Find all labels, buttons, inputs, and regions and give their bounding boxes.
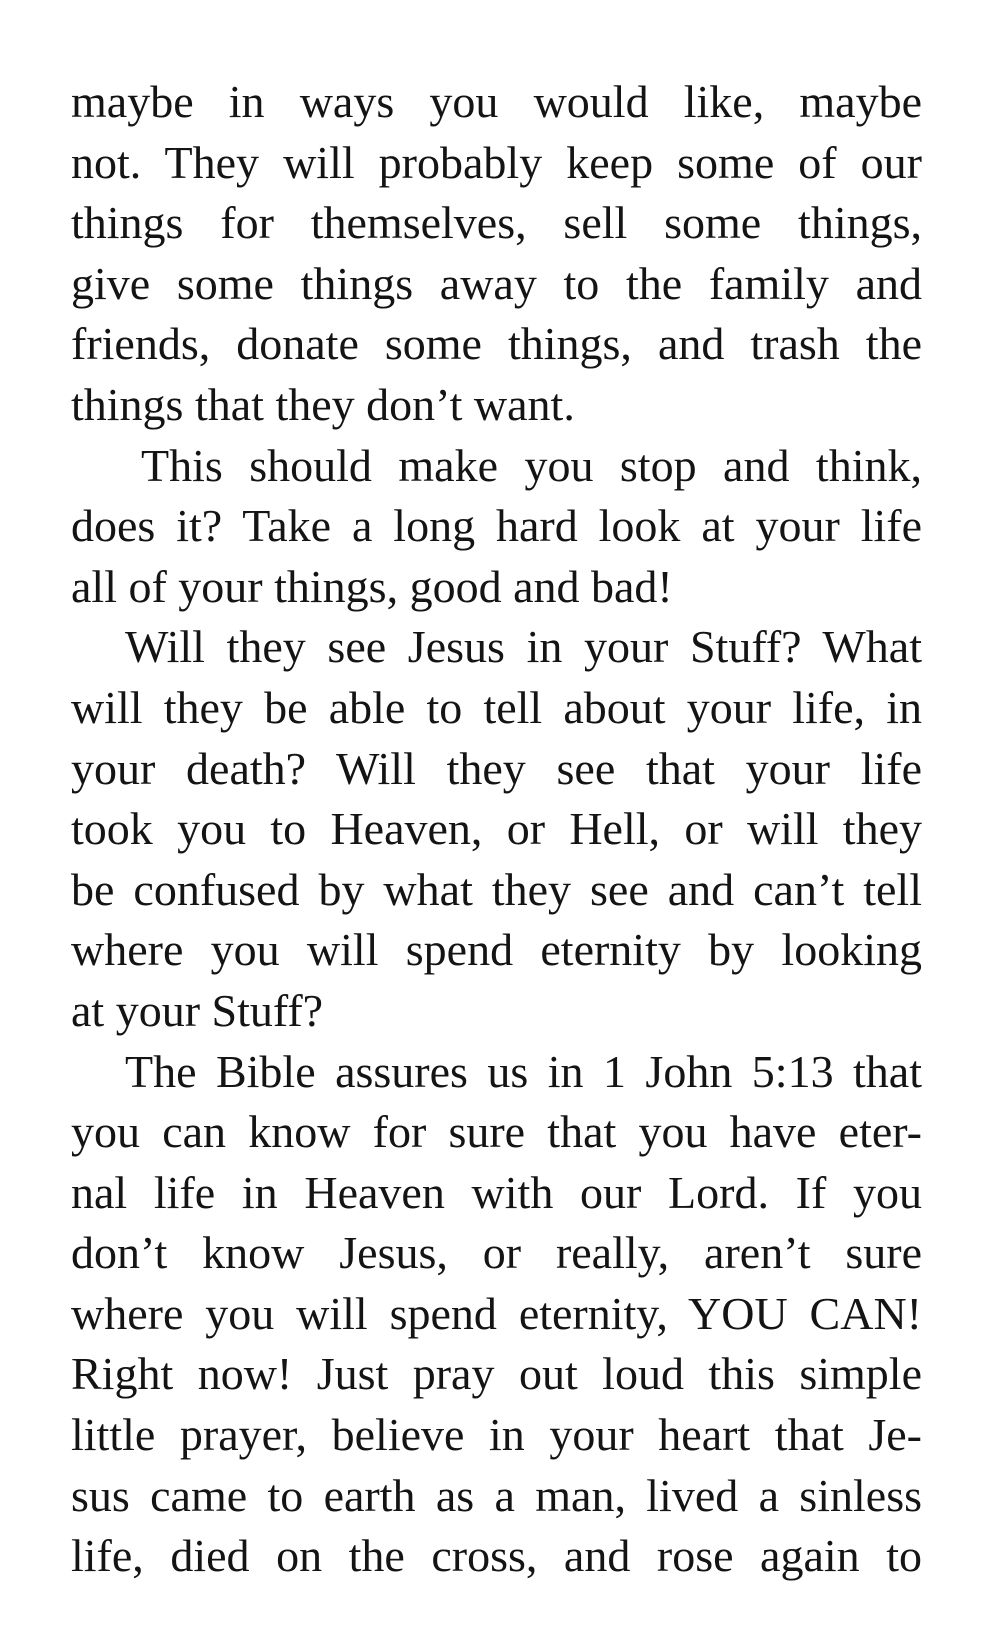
text-line: all of your things, good and bad! bbox=[71, 560, 673, 612]
text-line: at your Stuff? bbox=[71, 984, 324, 1036]
text-line: things for themselves, sell some things, bbox=[71, 197, 922, 249]
text-line: Right now! Just pray out loud this simple bbox=[71, 1348, 922, 1400]
paragraph-first-line: The Bible assures us in 1 John 5:13 that bbox=[125, 1045, 922, 1097]
text-line: don’t know Jesus, or really, aren’t sure bbox=[71, 1227, 922, 1279]
text-line: life, died on the cross, and rose again to bbox=[71, 1530, 922, 1582]
text-line: does it? Take a long hard look at your life bbox=[71, 500, 922, 552]
text-line: things that they don’t want. bbox=[71, 378, 575, 430]
text-line: not. They will probably keep some of our bbox=[71, 136, 922, 188]
text-line: your death? Will they see that your life bbox=[71, 742, 922, 794]
text-line: you can know for sure that you have eter- bbox=[71, 1106, 922, 1158]
text-line: where you will spend eternity, YOU CAN! bbox=[71, 1287, 922, 1339]
body-text bbox=[71, 72, 922, 1587]
text-line: nal life in Heaven with our Lord. If you bbox=[71, 1166, 922, 1218]
paragraph-first-line: This should make you stop and think, bbox=[141, 439, 922, 491]
text-line: where you will spend eternity by looking bbox=[71, 924, 922, 976]
text-line: maybe in ways you would like, maybe bbox=[71, 76, 922, 127]
text-line: sus came to earth as a man, lived a sinless bbox=[71, 1469, 922, 1521]
text-line: be confused by what they see and can’t tell bbox=[71, 863, 922, 915]
text-line: little prayer, believe in your heart that Je- bbox=[71, 1409, 922, 1461]
text-line: friends, donate some things, and trash the bbox=[71, 318, 922, 370]
paragraph-first-line: Will they see Jesus in your Stuff? What bbox=[125, 621, 922, 673]
text-line: give some things away to the family and bbox=[71, 257, 922, 309]
text-line: took you to Heaven, or Hell, or will they bbox=[71, 803, 922, 855]
text-line: will they be able to tell about your life, in bbox=[71, 681, 922, 733]
